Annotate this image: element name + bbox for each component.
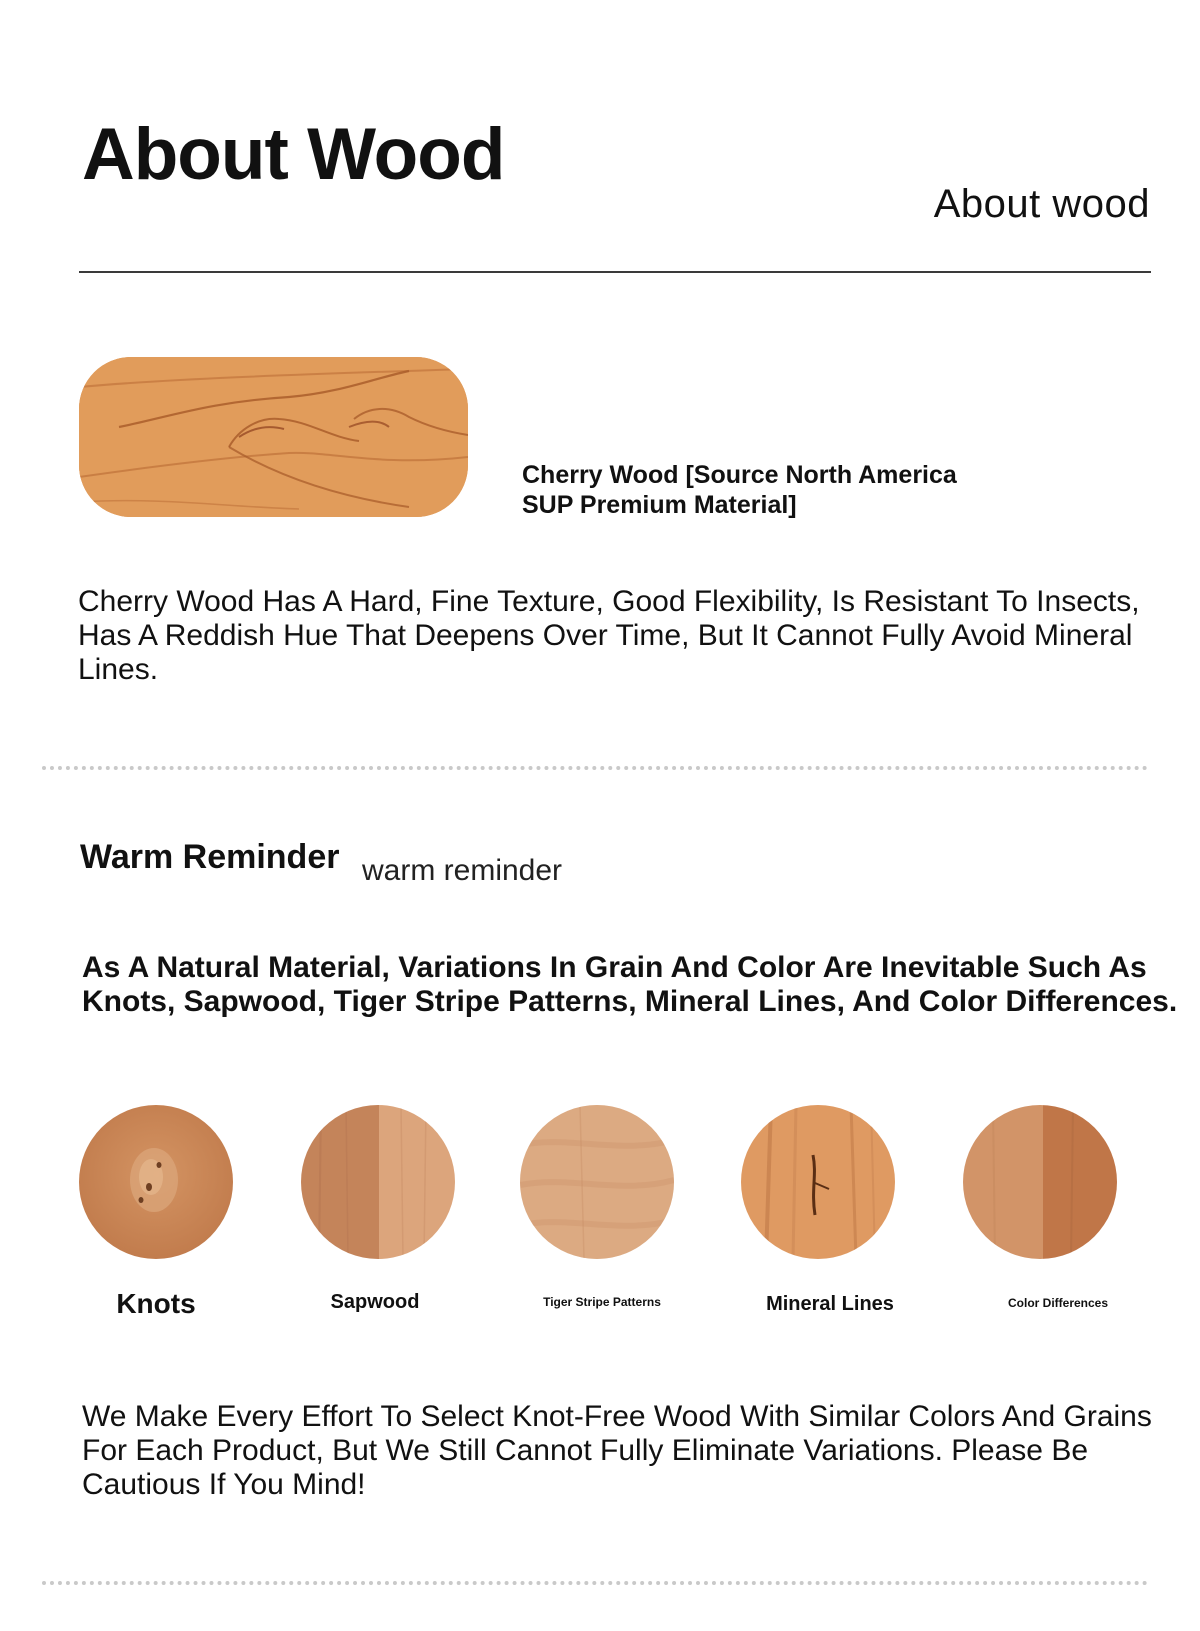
wood-description: Cherry Wood Has A Hard, Fine Texture, Good Flexibility, Is Resistant To Insects, Has A Reddish Hue That Deepens Over Time, But It Cannot Fully Avoid Mineral Lines. [78,585,1140,686]
reminder-notice-line2: Knots, Sapwood, Tiger Stripe Patterns, Mineral Lines, And Color Differences. [82,985,1178,1018]
swatch-label-knots: Knots [116,1288,196,1319]
swatch-label-mineral-lines: Mineral Lines [766,1293,894,1315]
page-title: About Wood [82,114,505,195]
tiger-stripe-swatch-icon [520,1105,674,1259]
sapwood-swatch-icon [301,1105,455,1259]
reminder-notice [82,951,1197,1019]
cherry-wood-image [79,357,468,517]
reminder-notice-line1: As A Natural Material, Variations In Grain And Color Are Inevitable Such As [82,951,1147,984]
bottom-divider [42,1581,1148,1585]
footer-note: We Make Every Effort To Select Knot-Free Wood With Similar Colors And Grains For Each Product, But We Still Cannot Fully Eliminate Variations. Please Be Cautious If You Mind! [82,1400,1152,1501]
header-divider [79,271,1151,273]
wood-source-line1: Cherry Wood [Source North America [522,461,957,489]
section-divider [42,766,1148,770]
wood-source-label [522,460,957,520]
reminder-subtitle: warm reminder [362,854,563,887]
swatch-label-color-differences: Color Differences [1007,1296,1109,1310]
wood-source-line2: SUP Premium Material] [522,491,797,519]
wood-grain-icon [79,357,468,517]
page-subtitle: About wood [933,182,1150,226]
knots-swatch-icon [79,1105,233,1259]
mineral-lines-swatch-icon [741,1105,895,1259]
swatch-label-tiger-stripe: Tiger Stripe Patterns [543,1295,661,1309]
color-differences-swatch-icon [963,1105,1117,1259]
swatch-label-sapwood: Sapwood [330,1291,420,1313]
reminder-title: Warm Reminder [80,838,340,876]
